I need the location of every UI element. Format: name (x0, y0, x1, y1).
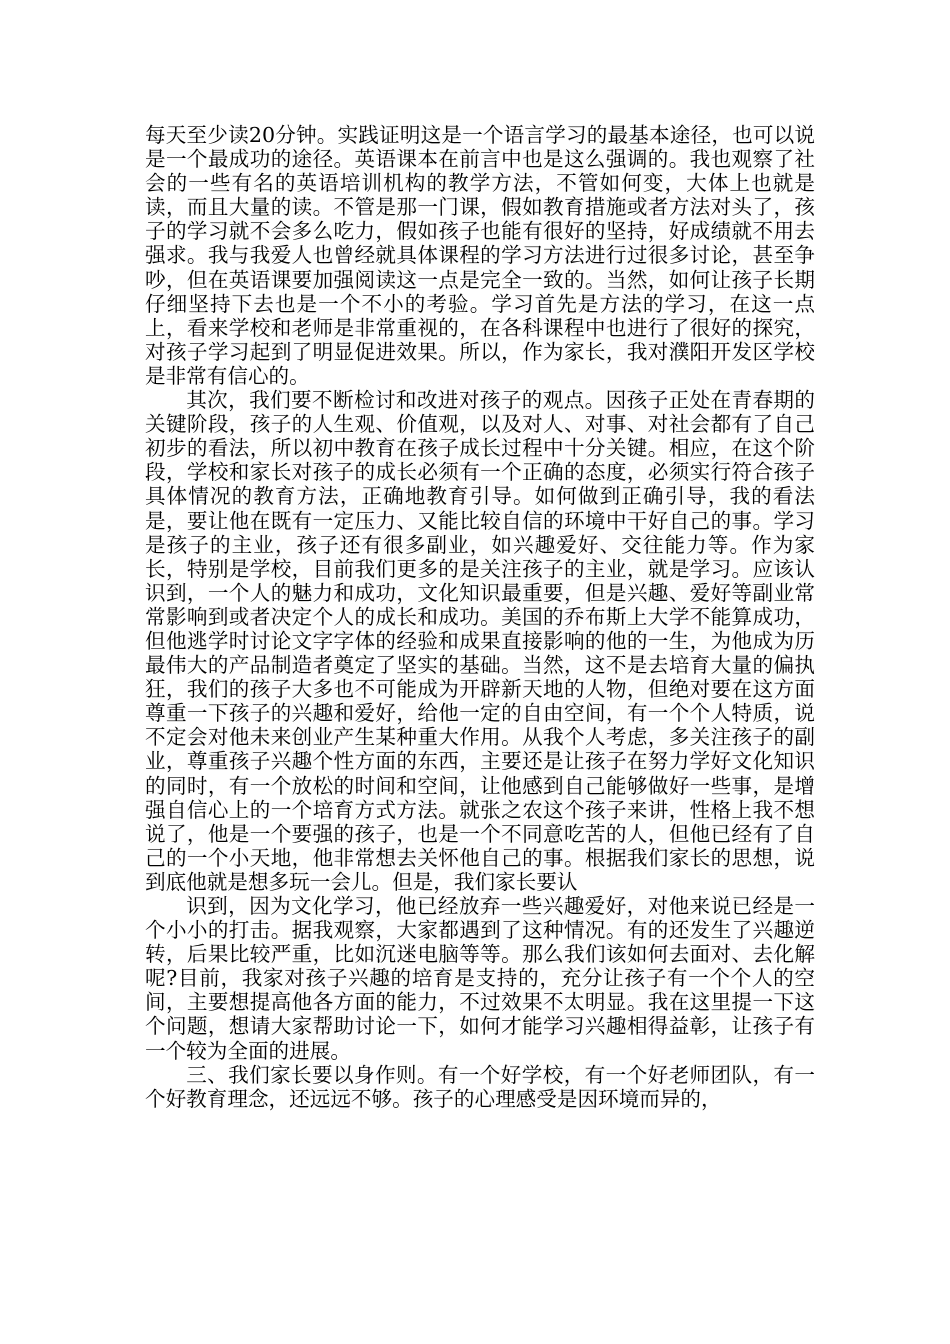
paragraph-reading-method: 每天至少读20分钟。实践证明这是一个语言学习的最基本途径，也可以说是一个最成功的途径。英语课本在前言中也是这么强调的。我也观察了社会的一些有名的英语培训机构的教学方法，不管如何变，大体上也就是读，而且大量的读。不管是那一门课，假如教育措施或者方法对头了，孩子的学习就不会多么吃力，假如孩子也能有很好的坚持，好成绩就不用去强求。我与我爱人也曾经就具体课程的学习方法进行过很多讨论，甚至争吵，但在英语课要加强阅读这一点是完全一致的。当然，如何让孩子长期仔细坚持下去也是一个不小的考验。学习首先是方法的学习，在这一点上，看来学校和老师是非常重视的，在各科课程中也进行了很好的探究，对孩子学习起到了明显促进效果。所以，作为家长，我对濮阳开发区学校是非常有信心的。 (145, 123, 815, 388)
paragraph-parents-role-model: 三、我们家长要以身作则。有一个好学校，有一个好老师团队，有一个好教育理念，还远远不够。孩子的心理感受是因环境而异的， (145, 1062, 815, 1111)
paragraph-attitude-to-child: 其次，我们要不断检讨和改进对孩子的观点。因孩子正处在青春期的关键阶段，孩子的人生观、价值观，以及对人、对事、对社会都有了自己初步的看法，所以初中教育在孩子成长过程中十分关键。相应，在这个阶段，学校和家长对孩子的成长必须有一个正确的态度，必须实行符合孩子具体情况的教育方法，正确地教育引导。如何做到正确引导，我的看法是，要让他在既有一定压力、又能比较自信的环境中干好自己的事。学习是孩子的主业，孩子还有很多副业，如兴趣爱好、交往能力等。作为家长，特别是学校，目前我们更多的是关注孩子的主业，就是学习。应该认识到，一个人的魅力和成功，文化知识最重要，但是兴趣、爱好等副业常常影响到或者决定个人的成长和成功。美国的乔布斯上大学不能算成功，但他逃学时讨论文字字体的经验和成果直接影响的他的一生，为他成为历最伟大的产品制造者奠定了坚实的基础。当然，这不是去培育大量的偏执狂，我们的孩子大多也不可能成为开辟新天地的人物，但绝对要在这方面尊重一下孩子的兴趣和爱好，给他一定的自由空间，有一个个人特质，说不定会对他未来创业产生某种重大作用。从我个人考虑，多关注孩子的副业，尊重孩子兴趣个性方面的东西，主要还是让孩子在努力学好文化知识的同时，有一个放松的时间和空间，让他感到自己能够做好一些事，是增强自信心上的一个培育方式方法。就张之农这个孩子来讲，性格上我不想说了，他是一个要强的孩子，也是一个不同意吃苦的人，但他已经有了自己的一个小天地，他非常想去关怀他自己的事。根据我们家长的思想，说到底他就是想多玩一会儿。但是，我们家长要认 (145, 388, 815, 894)
document-page (145, 123, 815, 1111)
paragraph-interest-cultivation: 识到，因为文化学习，他已经放弃一些兴趣爱好，对他来说已经是一个小小的打击。据我观察，大家都遇到了这种情况。有的还发生了兴趣逆转，后果比较严重，比如沉迷电脑等等。那么我们该如何去面对、去化解呢?目前，我家对孩子兴趣的培育是支持的，充分让孩子有一个个人的空间，主要想提高他各方面的能力，不过效果不太明显。我在这里提一下这个问题，想请大家帮助讨论一下，如何才能学习兴趣相得益彰，让孩子有一个较为全面的进展。 (145, 894, 815, 1063)
